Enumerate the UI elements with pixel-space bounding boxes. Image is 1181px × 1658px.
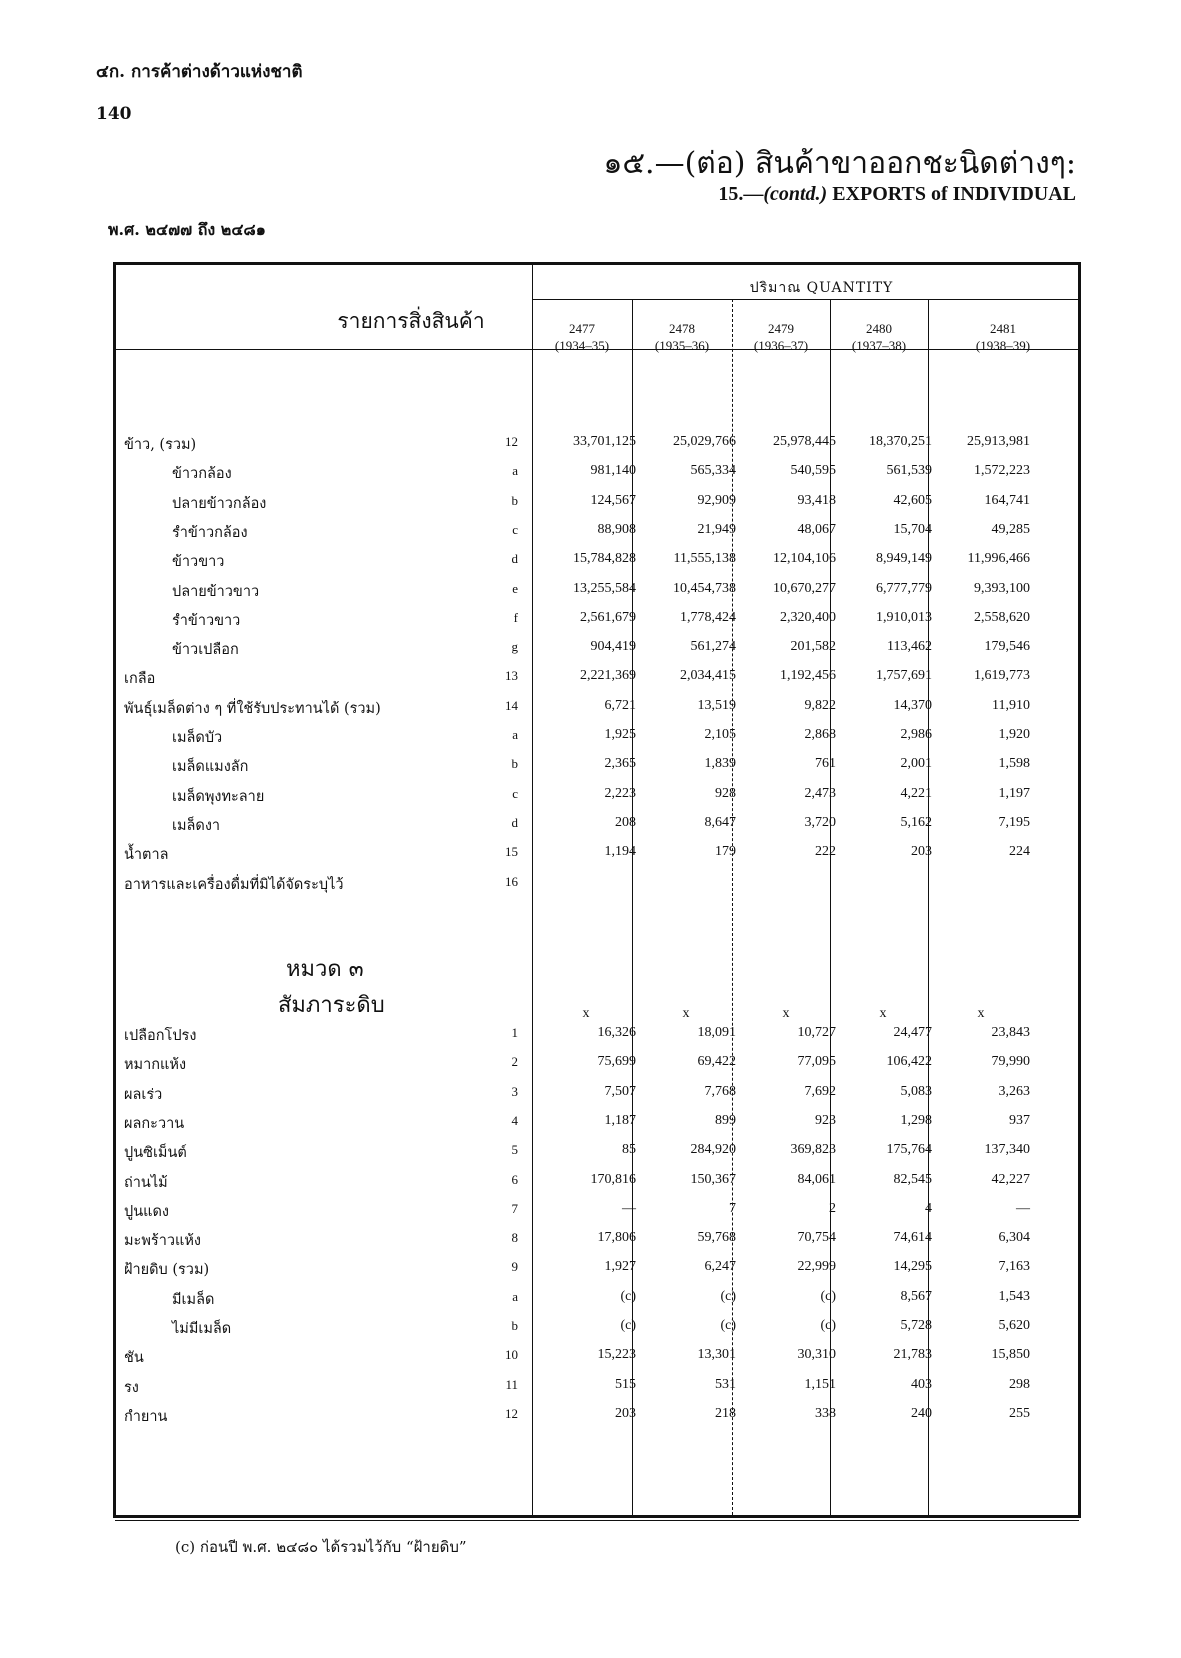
year-be: 2478 bbox=[669, 321, 695, 336]
row-code: b bbox=[511, 756, 518, 772]
year-be: 2477 bbox=[569, 321, 595, 336]
row-value: 18,091 bbox=[697, 1025, 736, 1040]
table-row bbox=[116, 753, 1078, 779]
exports-table bbox=[113, 262, 1081, 1518]
section-subtitle: สัมภาระดิบ bbox=[278, 993, 385, 1018]
row-code: 10 bbox=[505, 1347, 518, 1363]
row-value: 1,619,773 bbox=[974, 668, 1030, 684]
table-row bbox=[116, 431, 1078, 457]
title-thai: ๑๕.—(ต่อ) สินค้าขาออกชะนิดต่างๆ: bbox=[603, 146, 1076, 181]
row-label: ข้าว, (รวม) bbox=[124, 437, 197, 453]
year-header bbox=[532, 320, 632, 354]
row-label: เมล็ดพุงทะลาย bbox=[172, 788, 265, 805]
row-value: 7,163 bbox=[998, 1259, 1030, 1275]
row-value: 255 bbox=[1009, 1405, 1030, 1421]
row-value: 12,104,106 bbox=[773, 551, 836, 567]
section-mark: x bbox=[682, 1006, 690, 1021]
row-label: ผลเร่ว bbox=[124, 1086, 163, 1103]
row-value: 1,927 bbox=[604, 1259, 636, 1275]
row-value: 240 bbox=[911, 1405, 932, 1421]
row-value: 22,999 bbox=[797, 1259, 836, 1275]
year-header bbox=[732, 320, 830, 354]
row-value: 2,105 bbox=[704, 727, 736, 742]
row-label: เมล็ดงา bbox=[172, 817, 221, 834]
row-value: 1,839 bbox=[704, 756, 736, 772]
row-label: กำยาน bbox=[124, 1408, 168, 1425]
row-value: 9,822 bbox=[804, 697, 836, 713]
date-range: พ.ศ. ๒๔๗๗ ถึง ๒๔๘๑ bbox=[108, 220, 266, 239]
table-row bbox=[116, 724, 1078, 750]
row-value: 7,507 bbox=[604, 1083, 636, 1099]
row-value: 84,061 bbox=[797, 1171, 836, 1187]
row-value: 515 bbox=[615, 1376, 636, 1392]
row-code: d bbox=[511, 551, 518, 567]
row-value: 1,187 bbox=[604, 1112, 636, 1128]
quantity-header: ปริมาณ QUANTITY bbox=[749, 280, 894, 296]
row-value: 369,823 bbox=[790, 1142, 836, 1158]
row-label: ปลายข้าวขาว bbox=[172, 583, 260, 600]
row-label: ไม่มีเมล็ด bbox=[172, 1321, 232, 1337]
row-value: 42,605 bbox=[893, 492, 932, 508]
row-value: 11,555,138 bbox=[673, 551, 736, 567]
row-value: 170,816 bbox=[590, 1171, 636, 1187]
row-code: 7 bbox=[511, 1200, 518, 1216]
row-code: 12 bbox=[505, 1405, 518, 1421]
table-row bbox=[116, 812, 1078, 838]
row-code: b bbox=[511, 1318, 518, 1333]
row-value: 77,095 bbox=[797, 1054, 836, 1070]
row-code: 4 bbox=[511, 1112, 518, 1128]
row-value: 10,454,738 bbox=[673, 580, 736, 596]
year-be: 2480 bbox=[866, 321, 892, 336]
row-value: 92,909 bbox=[697, 492, 736, 508]
row-value: 42,227 bbox=[991, 1171, 1030, 1187]
row-value: 124,567 bbox=[590, 492, 636, 508]
row-value: 179,546 bbox=[984, 639, 1030, 655]
row-value: 2,473 bbox=[804, 785, 836, 801]
row-value: 1,192,456 bbox=[780, 668, 836, 684]
row-value: 6,721 bbox=[604, 697, 636, 713]
table-row bbox=[116, 1110, 1078, 1136]
row-value: 540,595 bbox=[790, 463, 836, 479]
table-row bbox=[116, 1169, 1078, 1195]
title-english-number: 15.— bbox=[718, 183, 764, 205]
row-value: 30,310 bbox=[797, 1347, 836, 1363]
row-code: 1 bbox=[511, 1025, 518, 1040]
table-row bbox=[116, 1081, 1078, 1107]
table-row bbox=[116, 519, 1078, 545]
row-value: 6,304 bbox=[998, 1230, 1030, 1246]
row-value: 8,567 bbox=[900, 1288, 932, 1304]
row-value: 6,247 bbox=[704, 1259, 736, 1275]
row-value: 2,558,620 bbox=[974, 609, 1030, 625]
row-label: ปูนซิเม็นต์ bbox=[124, 1145, 187, 1162]
row-label: ข้าวขาว bbox=[172, 554, 225, 571]
row-value: 5,083 bbox=[900, 1083, 932, 1099]
row-value: 93,418 bbox=[797, 492, 836, 508]
row-code: a bbox=[512, 463, 518, 479]
row-code: 8 bbox=[511, 1230, 518, 1246]
row-value: 70,754 bbox=[797, 1230, 836, 1246]
row-value: 15,223 bbox=[597, 1347, 636, 1363]
row-value: 82,545 bbox=[893, 1171, 932, 1187]
row-code: b bbox=[511, 492, 518, 508]
row-value: 203 bbox=[911, 844, 932, 860]
row-code: 16 bbox=[505, 873, 518, 889]
table-row bbox=[116, 460, 1078, 486]
row-value: 23,843 bbox=[991, 1025, 1030, 1040]
table-row bbox=[116, 1022, 1078, 1048]
row-value: 904,419 bbox=[590, 639, 636, 655]
row-value: 1,197 bbox=[998, 785, 1030, 801]
row-value: 3,263 bbox=[998, 1083, 1030, 1099]
table-row bbox=[116, 607, 1078, 633]
row-value: 49,285 bbox=[991, 521, 1030, 537]
row-label: พันธุ์เมล็ดต่าง ๆ ที่ใช้รับประทานได้ (รวม) bbox=[124, 700, 381, 717]
table-row bbox=[116, 695, 1078, 721]
section-title: หมวด ๓ bbox=[286, 957, 364, 982]
row-label: รำข้าวขาว bbox=[172, 612, 241, 629]
row-label: เมล็ดบัว bbox=[172, 730, 223, 746]
table-row bbox=[116, 1315, 1078, 1341]
row-value: 298 bbox=[1009, 1376, 1030, 1392]
row-value: 69,422 bbox=[697, 1054, 736, 1070]
row-value: 8,949,149 bbox=[876, 551, 932, 567]
row-value: 13,519 bbox=[697, 697, 736, 713]
row-value: 13,255,584 bbox=[573, 580, 636, 596]
table-row bbox=[116, 1051, 1078, 1077]
row-value: 4,221 bbox=[900, 785, 932, 801]
row-label: มีเมล็ด bbox=[172, 1291, 215, 1308]
row-value: 937 bbox=[1009, 1112, 1030, 1128]
year-ce: (1935–36) bbox=[654, 338, 710, 353]
row-value: 17,806 bbox=[597, 1230, 636, 1246]
row-value: 5,162 bbox=[900, 814, 932, 830]
row-code: c bbox=[512, 785, 518, 801]
section-mark: x bbox=[977, 1006, 985, 1021]
table-row bbox=[116, 665, 1078, 691]
row-value: 1,910,013 bbox=[876, 609, 932, 625]
row-value: 565,334 bbox=[690, 463, 736, 479]
table-row bbox=[116, 1198, 1078, 1224]
row-value: 13,301 bbox=[697, 1347, 736, 1363]
row-value: 85 bbox=[622, 1142, 636, 1158]
row-label: หมากแห้ง bbox=[124, 1057, 187, 1074]
year-be: 2481 bbox=[990, 321, 1016, 336]
row-value: 224 bbox=[1009, 844, 1030, 860]
row-value: 2,561,679 bbox=[580, 609, 636, 625]
row-label: น้ำตาล bbox=[124, 847, 169, 864]
row-value: 15,784,828 bbox=[573, 551, 636, 567]
row-value: 761 bbox=[815, 756, 836, 772]
table-row bbox=[116, 871, 1078, 897]
row-value: 7,768 bbox=[704, 1083, 736, 1099]
row-value: 15,704 bbox=[893, 521, 932, 537]
row-value: 59,768 bbox=[697, 1230, 736, 1246]
row-value: 1,298 bbox=[900, 1112, 932, 1128]
row-code: 9 bbox=[511, 1259, 518, 1275]
row-value: 2 bbox=[829, 1200, 836, 1216]
row-value: 2,320,400 bbox=[780, 609, 836, 625]
row-value: (c) bbox=[620, 1288, 636, 1304]
row-value: 2,034,415 bbox=[680, 668, 736, 684]
year-ce: (1936–37) bbox=[753, 338, 809, 353]
row-value: 25,978,445 bbox=[773, 434, 836, 449]
row-code: 11 bbox=[505, 1376, 518, 1392]
row-value: 2,223 bbox=[604, 785, 636, 801]
row-value: 8,647 bbox=[704, 814, 736, 830]
row-value: 561,539 bbox=[886, 463, 932, 479]
row-code: c bbox=[512, 521, 518, 537]
row-label: ปลายข้าวกล้อง bbox=[172, 495, 267, 512]
row-value: 10,670,277 bbox=[773, 580, 836, 596]
table-row bbox=[116, 490, 1078, 516]
row-value: (c) bbox=[820, 1318, 836, 1333]
row-value: 1,925 bbox=[604, 727, 636, 742]
row-value: 18,370,251 bbox=[869, 434, 932, 449]
row-value: 75,699 bbox=[597, 1054, 636, 1070]
row-label: มะพร้าวแห้ง bbox=[124, 1233, 201, 1250]
row-value: 561,274 bbox=[690, 639, 736, 655]
table-row bbox=[116, 578, 1078, 604]
row-value: 403 bbox=[911, 1376, 932, 1392]
row-code: 15 bbox=[505, 844, 518, 860]
page-number: 140 bbox=[96, 104, 132, 124]
row-value: 208 bbox=[615, 814, 636, 830]
row-code: a bbox=[512, 1288, 518, 1304]
row-value: 1,920 bbox=[998, 727, 1030, 742]
row-code: e bbox=[512, 580, 518, 596]
row-value: 3,720 bbox=[804, 814, 836, 830]
row-value: 16,326 bbox=[597, 1025, 636, 1040]
row-code: 12 bbox=[505, 434, 518, 449]
row-value: 203 bbox=[615, 1405, 636, 1421]
section-mark: x bbox=[582, 1006, 590, 1021]
row-value: 1,598 bbox=[998, 756, 1030, 772]
row-value: — bbox=[622, 1200, 636, 1216]
table-row bbox=[116, 548, 1078, 574]
row-value: (c) bbox=[620, 1318, 636, 1333]
year-ce: (1934–35) bbox=[554, 338, 610, 353]
row-value: 284,920 bbox=[690, 1142, 736, 1158]
row-label: รง bbox=[124, 1379, 139, 1396]
row-label: เปลือกโปรง bbox=[124, 1028, 197, 1044]
row-value: 6,777,779 bbox=[876, 580, 932, 596]
row-label: ปูนแดง bbox=[124, 1203, 169, 1220]
row-value: 25,913,981 bbox=[967, 434, 1030, 449]
row-value: 21,949 bbox=[697, 521, 736, 537]
row-code: 13 bbox=[505, 668, 518, 684]
row-value: 150,367 bbox=[690, 1171, 736, 1187]
row-value: 48,067 bbox=[797, 521, 836, 537]
row-code: 2 bbox=[511, 1054, 518, 1070]
row-value: 7,692 bbox=[804, 1083, 836, 1099]
row-value: 15,850 bbox=[991, 1347, 1030, 1363]
year-header bbox=[632, 320, 732, 354]
row-value: 106,422 bbox=[886, 1054, 932, 1070]
section-mark: x bbox=[782, 1006, 790, 1021]
year-be: 2479 bbox=[768, 321, 794, 336]
title-english-contd: (contd.) bbox=[763, 183, 828, 205]
row-value: (c) bbox=[720, 1318, 736, 1333]
row-value: 2,365 bbox=[604, 756, 636, 772]
row-label: รำข้าวกล้อง bbox=[172, 524, 248, 541]
row-code: a bbox=[512, 727, 518, 742]
row-value: 21,783 bbox=[893, 1347, 932, 1363]
row-code: 14 bbox=[505, 697, 518, 713]
footnote: (c) ก่อนปี พ.ศ. ๒๔๘๐ ได้รวมไว้กับ “ฝ้ายดิบ” bbox=[175, 1538, 467, 1556]
row-code: 6 bbox=[511, 1171, 518, 1187]
row-value: 179 bbox=[715, 844, 736, 860]
row-value: 531 bbox=[715, 1376, 736, 1392]
row-code: d bbox=[511, 814, 518, 830]
header-rule-quantity bbox=[532, 299, 1078, 300]
row-value: 5,620 bbox=[998, 1318, 1030, 1333]
row-value: 25,029,766 bbox=[673, 434, 736, 449]
table-row bbox=[116, 1256, 1078, 1282]
row-value: 164,741 bbox=[984, 492, 1030, 508]
row-value: 4 bbox=[925, 1200, 932, 1216]
table-row bbox=[116, 841, 1078, 867]
year-ce: (1938–39) bbox=[975, 338, 1031, 353]
row-value: 24,477 bbox=[893, 1025, 932, 1040]
table-row bbox=[116, 1227, 1078, 1253]
table-row bbox=[116, 1374, 1078, 1400]
row-label: ฝ้ายดิบ (รวม) bbox=[124, 1262, 210, 1279]
row-code: g bbox=[511, 639, 518, 655]
row-value: 222 bbox=[815, 844, 836, 860]
row-label: เมล็ดแมงลัก bbox=[172, 759, 249, 776]
row-value: 7 bbox=[729, 1200, 736, 1216]
table-row bbox=[116, 783, 1078, 809]
row-value: 1,151 bbox=[804, 1376, 836, 1392]
row-value: 1,778,424 bbox=[680, 609, 736, 625]
row-value: 338 bbox=[815, 1405, 836, 1421]
row-value: (c) bbox=[820, 1288, 836, 1304]
row-value: 1,194 bbox=[604, 844, 636, 860]
row-value: 9,393,100 bbox=[974, 580, 1030, 596]
row-label: เกลือ bbox=[124, 671, 156, 688]
row-value: 137,340 bbox=[984, 1142, 1030, 1158]
row-value: 5,728 bbox=[900, 1318, 932, 1333]
row-value: 11,996,466 bbox=[967, 551, 1030, 567]
row-label: อาหารและเครื่องดื่มที่มิได้จัดระบุไว้ bbox=[124, 876, 344, 893]
year-ce: (1937–38) bbox=[851, 338, 907, 353]
year-header bbox=[928, 320, 1078, 354]
row-label: ชัน bbox=[124, 1350, 144, 1367]
row-value: 2,221,369 bbox=[580, 668, 636, 684]
row-value: — bbox=[1016, 1200, 1030, 1216]
row-value: 7,195 bbox=[998, 814, 1030, 830]
row-value: 928 bbox=[715, 785, 736, 801]
row-code: 3 bbox=[511, 1083, 518, 1099]
row-value: 10,727 bbox=[797, 1025, 836, 1040]
table-row bbox=[116, 1344, 1078, 1370]
row-value: 981,140 bbox=[590, 463, 636, 479]
row-value: 201,582 bbox=[790, 639, 836, 655]
row-value: 79,990 bbox=[991, 1054, 1030, 1070]
row-code: f bbox=[513, 609, 518, 625]
row-value: 899 bbox=[715, 1112, 736, 1128]
row-label: ผลกะวาน bbox=[124, 1115, 185, 1132]
table-row bbox=[116, 1286, 1078, 1312]
row-code: 5 bbox=[511, 1142, 518, 1158]
row-value: 175,764 bbox=[886, 1142, 932, 1158]
year-header bbox=[830, 320, 928, 354]
row-value: 74,614 bbox=[893, 1230, 932, 1246]
row-value: 218 bbox=[715, 1405, 736, 1421]
item-header: รายการสิ่งสินค้า bbox=[337, 309, 485, 333]
row-label: ถ่านไม้ bbox=[124, 1174, 168, 1191]
row-value: 14,370 bbox=[893, 697, 932, 713]
row-value: 88,908 bbox=[597, 521, 636, 537]
title-english bbox=[718, 183, 1076, 206]
running-header: ๔ก. การค้าต่างด้าวแห่งชาติ bbox=[96, 62, 303, 82]
row-value: 1,543 bbox=[998, 1288, 1030, 1304]
table-row bbox=[116, 1403, 1078, 1429]
row-value: 2,001 bbox=[900, 756, 932, 772]
row-value: 1,572,223 bbox=[974, 463, 1030, 479]
row-value: 33,701,125 bbox=[573, 434, 636, 449]
row-label: ข้าวกล้อง bbox=[172, 466, 232, 483]
row-value: 2,986 bbox=[900, 727, 932, 742]
row-label: ข้าวเปลือก bbox=[172, 642, 239, 659]
table-row bbox=[116, 1139, 1078, 1165]
section-mark: x bbox=[879, 1006, 887, 1021]
table-row bbox=[116, 636, 1078, 662]
row-value: 1,757,691 bbox=[876, 668, 932, 684]
row-value: 14,295 bbox=[893, 1259, 932, 1275]
row-value: 113,462 bbox=[887, 639, 932, 655]
row-value: 11,910 bbox=[992, 697, 1030, 713]
row-value: 923 bbox=[815, 1112, 836, 1128]
title-english-rest: EXPORTS of INDIVIDUAL bbox=[827, 183, 1076, 205]
row-value: 2,868 bbox=[804, 727, 836, 742]
row-value: (c) bbox=[720, 1288, 736, 1304]
